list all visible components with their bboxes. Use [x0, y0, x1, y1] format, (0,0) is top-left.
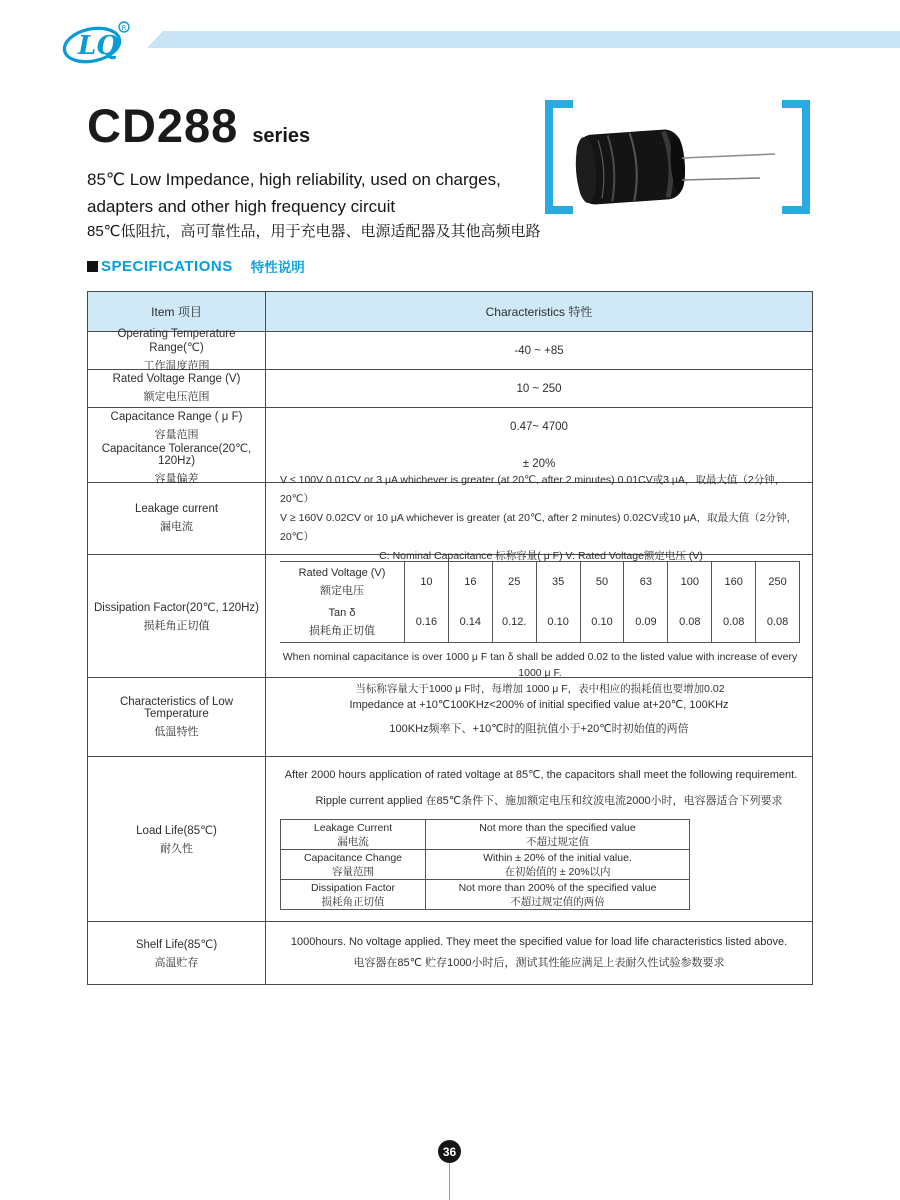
inner-value-cn: 在初始值的 ± 20%以内: [504, 865, 611, 878]
inner-row-leakage: [281, 820, 689, 849]
label-en: Dissipation Factor(20℃, 120Hz): [93, 601, 260, 614]
tan-value: 0.10: [591, 616, 613, 628]
capacitor-photo: [570, 118, 780, 210]
capacitance-tolerance-value: ± 20%: [522, 457, 556, 470]
label-cn: 损耗角正切值: [143, 619, 210, 632]
tan-value: 0.12.: [501, 616, 527, 628]
label-en: Rated Voltage Range (V): [112, 373, 241, 385]
inner-value-en: Within ± 20% of the initial value.: [483, 851, 632, 864]
dissipation-note-cn: 当标称容量大于1000 μ F时，每增加 1000 μ F，表中相应的损耗值也要增加0.02: [355, 683, 725, 695]
tan-value: 0.08: [722, 616, 745, 628]
dissipation-inner-table: [280, 561, 800, 643]
section-title-en: SPECIFICATIONS: [101, 257, 233, 275]
label-en: Leakage current: [134, 503, 219, 515]
description-chinese: 85℃低阻抗，高可靠性品，用于充电器、电源适配器及其他高频电路: [87, 223, 541, 240]
label-cn: 高温贮存: [154, 956, 199, 969]
inner-label-en: Capacitance Change: [303, 851, 403, 864]
label-cn: 工作温度范围: [143, 360, 210, 372]
inner-label-en: Dissipation Factor: [310, 881, 396, 894]
leakage-condition-2: V ≥ 160V 0.02CV or 10 μA whichever is greater (at 20℃, after 2 minutes) 0.02CV或10 μA，取最大值（2分钟，20℃）: [280, 512, 797, 543]
inner-value-en: Not more than 200% of the specified value: [458, 881, 657, 894]
label-cn: 耐久性: [160, 842, 193, 855]
inner-label-en: Leakage Current: [313, 821, 393, 834]
leakage-legend: C: Nominal Capacitance 标称容量( μ F) V: Rated Voltage额定电压 (V): [379, 550, 703, 562]
label-cn: 低温特性: [154, 725, 199, 738]
series-label: series: [252, 125, 311, 147]
row-rated-voltage: [88, 369, 812, 407]
inner-tan-label-en: Tan δ: [328, 606, 356, 619]
specifications-table: [87, 291, 813, 985]
inner-value-cn: 不超过规定值: [526, 835, 589, 848]
capacitance-range-value: 0.47~ 4700: [510, 420, 568, 433]
page-number-badge: 36: [438, 1140, 461, 1163]
voltage-value: 160: [724, 576, 743, 588]
tan-value: 0.09: [635, 616, 657, 628]
series-code: CD288: [87, 99, 239, 152]
inner-rv-label-cn: 额定电压: [320, 584, 364, 597]
voltage-value: 50: [595, 576, 609, 588]
row-load-life: [88, 756, 812, 921]
inner-label-cn: 损耗角正切值: [321, 895, 385, 908]
label-cn: 额定电压范围: [143, 391, 210, 403]
tan-value: 0.08: [766, 616, 789, 628]
voltage-value: 10: [420, 576, 433, 588]
voltage-value: 63: [639, 576, 653, 588]
load-life-condition-cn: Ripple current applied 在85℃条件下、施加额定电压和纹波电流2000小时，电容器适合下列要求: [315, 795, 783, 807]
inner-rv-label-en: Rated Voltage (V): [298, 566, 386, 579]
description-english: [87, 166, 557, 220]
leakage-condition-1: V ≤ 100V 0.01CV or 3 μA whichever is greater (at 20℃, after 2 minutes) 0.01CV或3 μA，取最大值（2分钟，20℃）: [280, 474, 786, 505]
description-en-line1: 85℃ Low Impedance, high reliability, used on charges,: [87, 170, 501, 189]
dissipation-note-en: When nominal capacitance is over 1000 μ F tan δ shall be added 0.02 to the listed value with increase of every 1000 μ F.: [282, 651, 798, 679]
inner-row-capacitance-change: [281, 849, 689, 879]
inner-row-dissipation-factor: [281, 879, 689, 909]
tan-value: 0.16: [415, 616, 438, 628]
registered-mark: R: [121, 24, 127, 32]
voltage-value: 35: [551, 576, 565, 588]
inner-label-cn: 容量范围: [332, 865, 374, 878]
footer-divider: [449, 1163, 450, 1200]
tan-value: 0.10: [547, 616, 569, 628]
shelf-life-spec-cn: 电容器在85℃ 贮存1000小时后，测试其性能应满足上表耐久性试验参数要求: [353, 957, 725, 969]
label-en: Load Life(85℃): [136, 824, 217, 837]
section-title-cn: 特性说明: [250, 260, 305, 275]
label-en: Shelf Life(85℃): [135, 938, 218, 951]
row-operating-temperature: [88, 328, 812, 372]
logo-letters: LQ: [78, 31, 119, 61]
value: 10 ~ 250: [516, 382, 562, 395]
voltage-value: 25: [508, 576, 521, 588]
table-header-row: [88, 292, 812, 331]
label-en: Capacitance Tolerance(20℃, 120Hz): [101, 443, 252, 467]
label-cn: 漏电流: [160, 521, 193, 533]
label-cn: 容量范围: [154, 429, 199, 441]
photo-bracket-left: [545, 100, 573, 214]
inner-value-en: Not more than the specified value: [479, 821, 636, 834]
inner-label-cn: 漏电流: [337, 835, 369, 848]
square-bullet-icon: [87, 261, 98, 272]
specifications-heading: [87, 256, 305, 276]
brand-logo: [56, 18, 136, 70]
row-dissipation-factor: [88, 554, 812, 695]
description-en-line2: adapters and other high frequency circuit: [87, 197, 396, 216]
label-cn: 容量偏差: [154, 473, 199, 485]
row-shelf-life: [88, 921, 812, 984]
inner-tan-label-cn: 损耗角正切值: [309, 624, 375, 637]
load-life-condition-en: After 2000 hours application of rated voltage at 85℃, the capacitors shall meet the following requirement.: [284, 769, 798, 781]
header-banner-stripe: [147, 31, 900, 48]
low-temp-spec-cn: 100KHz频率下、+10℃时的阻抗值小于+20℃时初始值的两倍: [389, 723, 689, 735]
header-characteristics: Characteristics 特性: [485, 305, 593, 319]
voltage-value: 250: [768, 576, 787, 588]
page-title: [87, 98, 310, 153]
tan-value: 0.14: [459, 616, 482, 628]
tan-value: 0.08: [679, 616, 701, 628]
low-temp-spec-en: Impedance at +10℃100KHz<200% of initial specified value at+20℃, 100KHz: [349, 699, 729, 711]
voltage-value: 16: [464, 576, 477, 588]
label-en: Operating Temperature Range(℃): [117, 328, 236, 354]
label-en: Characteristics of Low Temperature: [119, 695, 234, 720]
label-en: Capacitance Range ( μ F): [110, 411, 243, 423]
row-low-temperature: [88, 677, 812, 756]
load-life-inner-table: [280, 819, 690, 910]
inner-value-cn: 不超过规定值的两倍: [510, 895, 605, 908]
value: -40 ~ +85: [514, 344, 564, 357]
voltage-value: 100: [680, 576, 699, 588]
header-item: Item 项目: [88, 292, 266, 331]
shelf-life-spec-en: 1000hours. No voltage applied. They meet the specified value for load life characteristics listed above.: [290, 936, 788, 948]
photo-bracket-right: [782, 100, 810, 214]
